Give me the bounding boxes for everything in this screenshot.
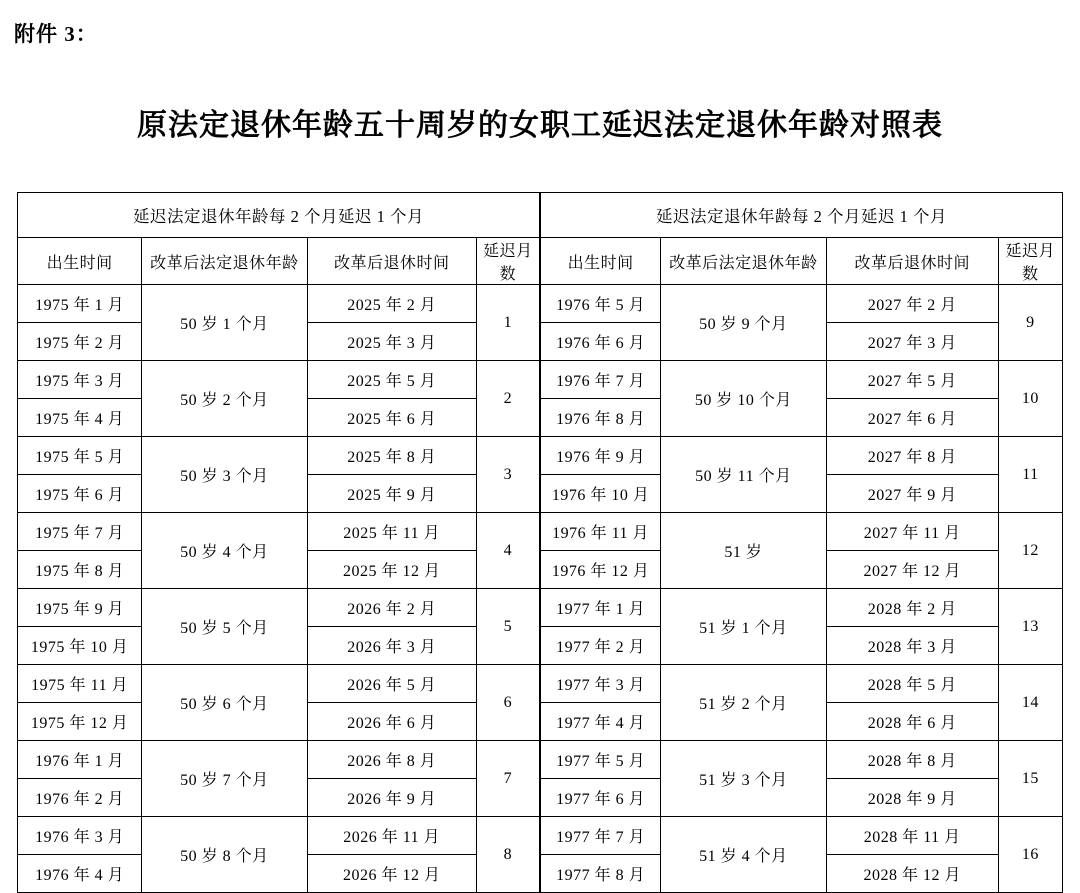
delay-months-cell: 9 [998, 285, 1062, 361]
tables-container [17, 192, 1063, 893]
birth-date-cell: 1975 年 5 月 [18, 437, 142, 475]
delay-months-cell: 7 [476, 741, 539, 817]
delay-months-cell: 6 [476, 665, 539, 741]
retirement-date-cell: 2028 年 11 月 [826, 817, 998, 855]
table-row [18, 589, 540, 627]
birth-date-cell: 1976 年 10 月 [541, 475, 661, 513]
retirement-age-cell: 51 岁 1 个月 [661, 589, 826, 665]
birth-date-cell: 1976 年 5 月 [541, 285, 661, 323]
birth-date-cell: 1976 年 4 月 [18, 855, 142, 893]
delay-months-cell: 2 [476, 361, 539, 437]
column-header: 改革后法定退休年龄 [142, 238, 307, 285]
table-row [541, 361, 1063, 399]
retirement-age-cell: 50 岁 11 个月 [661, 437, 826, 513]
birth-date-cell: 1977 年 4 月 [541, 703, 661, 741]
column-header: 改革后退休时间 [826, 238, 998, 285]
retirement-date-cell: 2027 年 12 月 [826, 551, 998, 589]
delay-months-cell: 3 [476, 437, 539, 513]
birth-date-cell: 1977 年 5 月 [541, 741, 661, 779]
birth-date-cell: 1977 年 3 月 [541, 665, 661, 703]
retirement-date-cell: 2028 年 5 月 [826, 665, 998, 703]
retirement-date-cell: 2025 年 12 月 [307, 551, 476, 589]
birth-date-cell: 1976 年 1 月 [18, 741, 142, 779]
retirement-date-cell: 2025 年 11 月 [307, 513, 476, 551]
retirement-date-cell: 2025 年 6 月 [307, 399, 476, 437]
delay-months-cell: 11 [998, 437, 1062, 513]
retirement-table-right [540, 192, 1063, 893]
retirement-age-cell: 50 岁 7 个月 [142, 741, 307, 817]
retirement-age-cell: 50 岁 3 个月 [142, 437, 307, 513]
delay-months-cell: 15 [998, 741, 1062, 817]
birth-date-cell: 1975 年 10 月 [18, 627, 142, 665]
birth-date-cell: 1977 年 2 月 [541, 627, 661, 665]
retirement-date-cell: 2027 年 11 月 [826, 513, 998, 551]
birth-date-cell: 1975 年 6 月 [18, 475, 142, 513]
table-row [18, 741, 540, 779]
table-row [18, 285, 540, 323]
retirement-age-cell: 51 岁 2 个月 [661, 665, 826, 741]
delay-months-cell: 5 [476, 589, 539, 665]
retirement-age-cell: 50 岁 1 个月 [142, 285, 307, 361]
retirement-date-cell: 2026 年 5 月 [307, 665, 476, 703]
table-row [541, 437, 1063, 475]
table-row [18, 817, 540, 855]
delay-months-cell: 1 [476, 285, 539, 361]
column-header: 改革后法定退休年龄 [661, 238, 826, 285]
right-table-body [541, 193, 1063, 893]
retirement-age-cell: 51 岁 [661, 513, 826, 589]
table-header-row [541, 238, 1063, 285]
attachment-label: 附件 3： [14, 22, 98, 46]
retirement-date-cell: 2027 年 9 月 [826, 475, 998, 513]
column-header: 延迟月数 [476, 238, 539, 285]
retirement-date-cell: 2028 年 9 月 [826, 779, 998, 817]
retirement-date-cell: 2026 年 6 月 [307, 703, 476, 741]
retirement-date-cell: 2028 年 12 月 [826, 855, 998, 893]
retirement-date-cell: 2026 年 3 月 [307, 627, 476, 665]
table-row [18, 361, 540, 399]
table-banner: 延迟法定退休年龄每 2 个月延迟 1 个月 [541, 193, 1063, 238]
retirement-date-cell: 2027 年 8 月 [826, 437, 998, 475]
birth-date-cell: 1976 年 7 月 [541, 361, 661, 399]
retirement-age-cell: 50 岁 5 个月 [142, 589, 307, 665]
birth-date-cell: 1977 年 1 月 [541, 589, 661, 627]
birth-date-cell: 1976 年 9 月 [541, 437, 661, 475]
retirement-date-cell: 2025 年 8 月 [307, 437, 476, 475]
table-row [541, 285, 1063, 323]
birth-date-cell: 1975 年 7 月 [18, 513, 142, 551]
table-row [18, 513, 540, 551]
column-header: 出生时间 [541, 238, 661, 285]
table-row [541, 665, 1063, 703]
retirement-date-cell: 2027 年 6 月 [826, 399, 998, 437]
table-row [18, 665, 540, 703]
table-banner: 延迟法定退休年龄每 2 个月延迟 1 个月 [18, 193, 540, 238]
left-table-body [18, 193, 540, 893]
birth-date-cell: 1975 年 2 月 [18, 323, 142, 361]
retirement-age-cell: 50 岁 9 个月 [661, 285, 826, 361]
retirement-date-cell: 2026 年 11 月 [307, 817, 476, 855]
delay-months-cell: 13 [998, 589, 1062, 665]
delay-months-cell: 8 [476, 817, 539, 893]
page-title: 原法定退休年龄五十周岁的女职工延迟法定退休年龄对照表 [137, 109, 943, 142]
birth-date-cell: 1976 年 8 月 [541, 399, 661, 437]
retirement-table-left [17, 192, 540, 893]
retirement-date-cell: 2025 年 3 月 [307, 323, 476, 361]
birth-date-cell: 1975 年 4 月 [18, 399, 142, 437]
retirement-date-cell: 2026 年 8 月 [307, 741, 476, 779]
retirement-date-cell: 2026 年 2 月 [307, 589, 476, 627]
table-header-row [18, 238, 540, 285]
retirement-date-cell: 2025 年 9 月 [307, 475, 476, 513]
retirement-age-cell: 50 岁 4 个月 [142, 513, 307, 589]
birth-date-cell: 1977 年 8 月 [541, 855, 661, 893]
birth-date-cell: 1975 年 9 月 [18, 589, 142, 627]
birth-date-cell: 1977 年 7 月 [541, 817, 661, 855]
delay-months-cell: 14 [998, 665, 1062, 741]
birth-date-cell: 1975 年 11 月 [18, 665, 142, 703]
table-row [541, 817, 1063, 855]
retirement-date-cell: 2025 年 5 月 [307, 361, 476, 399]
retirement-age-cell: 51 岁 3 个月 [661, 741, 826, 817]
retirement-date-cell: 2028 年 2 月 [826, 589, 998, 627]
retirement-date-cell: 2026 年 12 月 [307, 855, 476, 893]
birth-date-cell: 1975 年 8 月 [18, 551, 142, 589]
delay-months-cell: 12 [998, 513, 1062, 589]
retirement-age-cell: 50 岁 2 个月 [142, 361, 307, 437]
birth-date-cell: 1975 年 12 月 [18, 703, 142, 741]
birth-date-cell: 1976 年 6 月 [541, 323, 661, 361]
retirement-date-cell: 2028 年 8 月 [826, 741, 998, 779]
retirement-date-cell: 2027 年 5 月 [826, 361, 998, 399]
birth-date-cell: 1976 年 2 月 [18, 779, 142, 817]
retirement-date-cell: 2025 年 2 月 [307, 285, 476, 323]
birth-date-cell: 1976 年 11 月 [541, 513, 661, 551]
table-banner-row [541, 193, 1063, 238]
birth-date-cell: 1976 年 12 月 [541, 551, 661, 589]
delay-months-cell: 4 [476, 513, 539, 589]
delay-months-cell: 10 [998, 361, 1062, 437]
retirement-age-cell: 51 岁 4 个月 [661, 817, 826, 893]
column-header: 延迟月数 [998, 238, 1062, 285]
retirement-age-cell: 50 岁 10 个月 [661, 361, 826, 437]
table-row [18, 437, 540, 475]
table-row [541, 513, 1063, 551]
retirement-date-cell: 2027 年 3 月 [826, 323, 998, 361]
delay-months-cell: 16 [998, 817, 1062, 893]
birth-date-cell: 1976 年 3 月 [18, 817, 142, 855]
birth-date-cell: 1977 年 6 月 [541, 779, 661, 817]
retirement-age-cell: 50 岁 6 个月 [142, 665, 307, 741]
retirement-date-cell: 2028 年 3 月 [826, 627, 998, 665]
retirement-date-cell: 2028 年 6 月 [826, 703, 998, 741]
retirement-date-cell: 2027 年 2 月 [826, 285, 998, 323]
birth-date-cell: 1975 年 1 月 [18, 285, 142, 323]
retirement-date-cell: 2026 年 9 月 [307, 779, 476, 817]
table-row [541, 589, 1063, 627]
retirement-age-cell: 50 岁 8 个月 [142, 817, 307, 893]
table-row [541, 741, 1063, 779]
column-header: 改革后退休时间 [307, 238, 476, 285]
table-banner-row [18, 193, 540, 238]
column-header: 出生时间 [18, 238, 142, 285]
birth-date-cell: 1975 年 3 月 [18, 361, 142, 399]
